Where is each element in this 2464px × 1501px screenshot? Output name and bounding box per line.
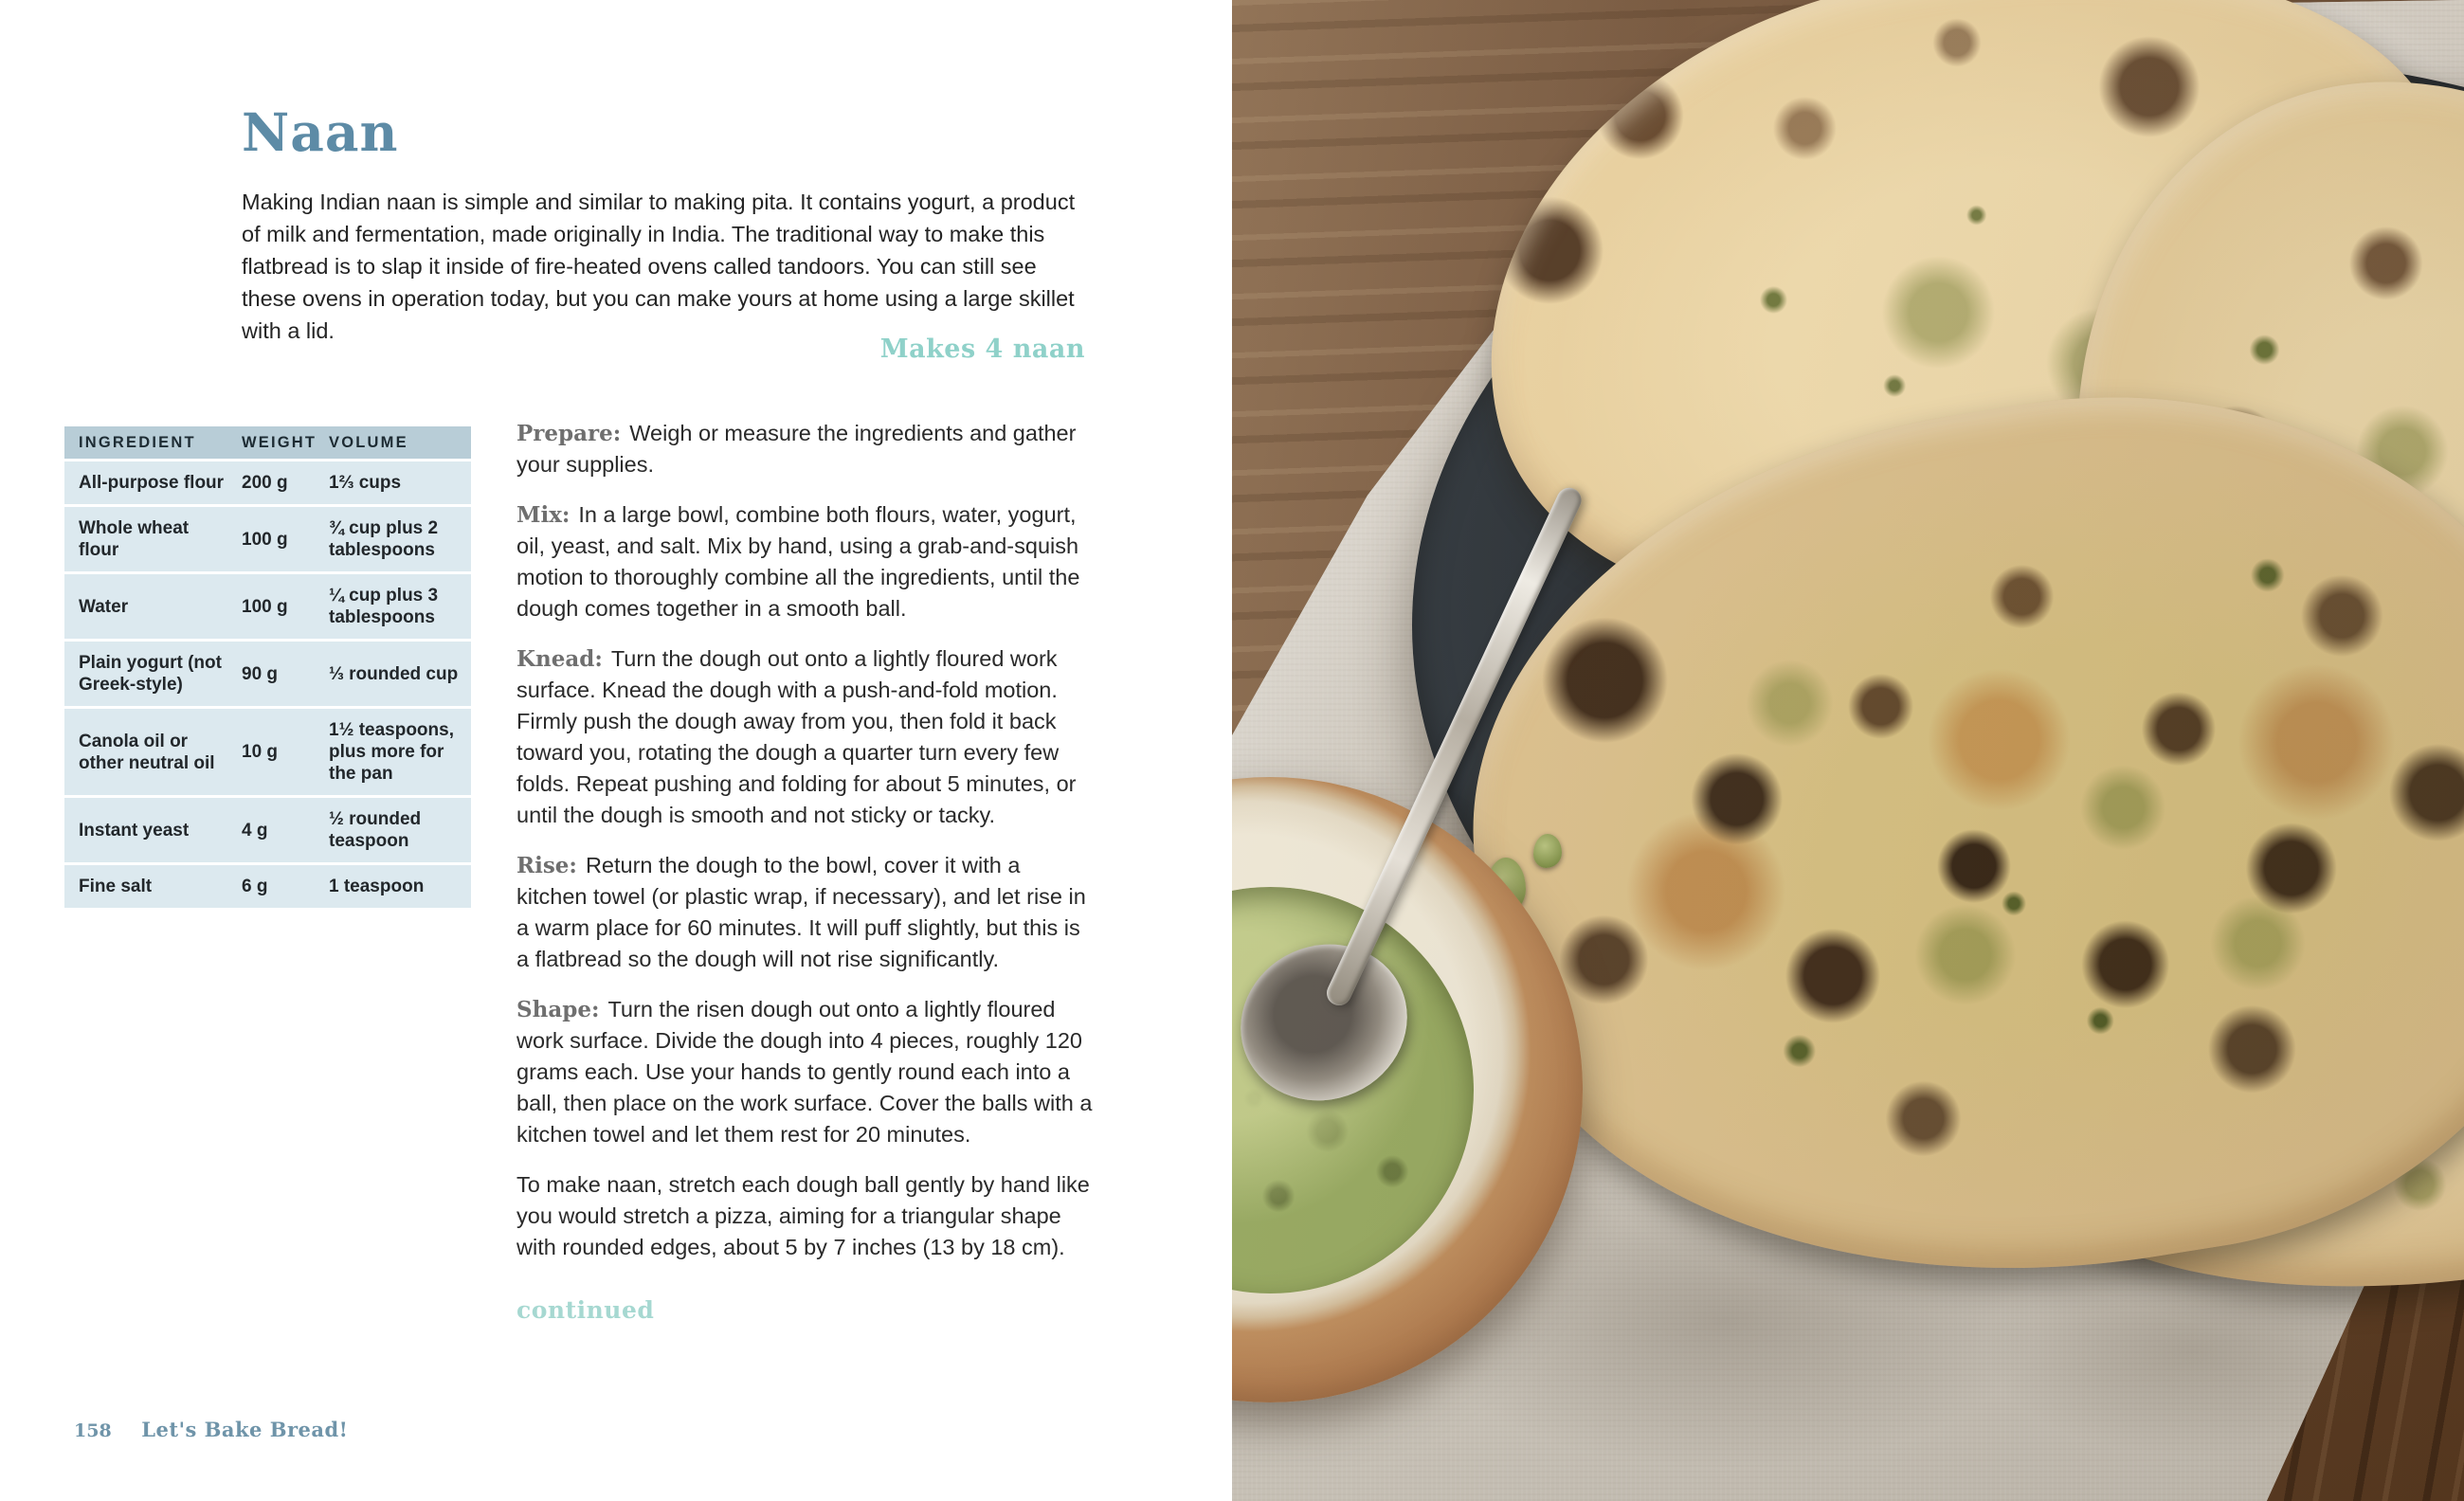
col-header-volume: VOLUME [329,433,408,451]
step-paragraph [516,643,1096,831]
table-row [64,798,471,862]
step-label: Prepare: [516,421,622,446]
step-paragraph [516,1169,1096,1263]
table-row [64,865,471,908]
cell-weight: 100 g [242,596,288,617]
step-text: Turn the risen dough out onto a lightly floured work surface. Divide the dough into 4 pieces, roughly 120 grams each. Use your hands to gently round each into a ball, then place on the work surface. Cover the balls with a kitchen towel and let them rest for 20 minutes. [516,997,1093,1147]
cell-volume: 1⅔ cups [329,473,402,493]
cell-ingredient: All-purpose flour [79,473,225,493]
table-row [64,507,471,571]
cell-weight: 200 g [242,473,288,493]
page-footer [74,1418,348,1441]
table-row [64,709,471,795]
step-paragraph [516,499,1096,624]
cell-weight: 4 g [242,820,268,841]
step-label: Mix: [516,502,571,528]
cell-ingredient: Whole wheat flour [79,518,190,560]
cell-ingredient: Water [79,596,129,617]
cell-ingredient: Fine salt [79,877,153,896]
col-header-ingredient: INGREDIENT [79,433,196,451]
page-number: 158 [74,1420,112,1441]
cell-volume: 1½ teaspoons, plus more for the pan [329,720,454,784]
cell-ingredient: Canola oil or other neutral oil [79,731,215,773]
cell-weight: 6 g [242,877,268,896]
table-row [64,642,471,706]
cell-volume: ½ rounded teaspoon [329,809,422,851]
method-steps [516,418,1096,1263]
step-text: To make naan, stretch each dough ball gently by hand like you would stretch a pizza, aiming for a triangular shape with rounded edges, about 5 by 7 inches (13 by 18 cm). [516,1172,1090,1259]
cell-ingredient: Plain yogurt (not Greek-style) [79,653,222,695]
chutney-drip [1533,834,1562,868]
cell-weight: 90 g [242,663,279,684]
recipe-photo [1232,0,2464,1501]
col-header-weight: WEIGHT [242,433,317,451]
cell-volume: ¾ cup plus 2 tablespoons [329,518,439,560]
step-text: In a large bowl, combine both flours, water, yogurt, oil, yeast, and salt. Mix by hand, using a grab-and-squish motion to thoroughly combine all the ingredients, until the dough comes together in a smooth ball. [516,502,1080,621]
ingredients-table [64,426,471,908]
cell-weight: 10 g [242,742,279,762]
step-label: Knead: [516,646,603,672]
yield-note: Makes 4 naan [879,335,1085,364]
cell-volume: 1 teaspoon [329,877,425,896]
step-label: Rise: [516,853,577,878]
book-title: Let's Bake Bread! [141,1418,349,1441]
cell-ingredient: Instant yeast [79,820,190,841]
step-paragraph [516,418,1096,480]
table-row [64,461,471,504]
cell-weight: 100 g [242,529,288,550]
step-text: Weigh or measure the ingredients and gather your supplies. [516,421,1077,477]
cell-volume: ¼ cup plus 3 tablespoons [329,586,439,627]
step-label: Shape: [516,997,600,1022]
step-paragraph [516,850,1096,975]
ingredients-table-header [64,426,471,459]
table-row [64,574,471,639]
cell-volume: ⅓ rounded cup [329,663,459,684]
continued-note: continued [516,1296,655,1324]
page-title: Naan [242,101,399,163]
step-paragraph [516,994,1096,1150]
step-text: Return the dough to the bowl, cover it with a kitchen towel (or plastic wrap, if necessary), and let rise in a warm place for 60 minutes. It will puff slightly, but this is a flatbread so the dough will not rise significantly. [516,853,1086,971]
step-text: Turn the dough out onto a lightly floured work surface. Knead the dough with a push-and-fold motion. Firmly push the dough away from you, then fold it back toward you, rotating the dough a quarter turn every few folds. Repeat pushing and folding for about 5 minutes, or until the dough is smooth and not sticky or tacky. [516,646,1077,827]
recipe-intro: Making Indian naan is simple and similar to making pita. It contains yogurt, a product of milk and fermentation, made originally in India. The traditional way to make this flatbread is to slap it inside of fire-heated ovens called tandoors. You can still see these ovens in operation today, but you can make yours at home using a large skillet with a lid. [242,190,1076,343]
